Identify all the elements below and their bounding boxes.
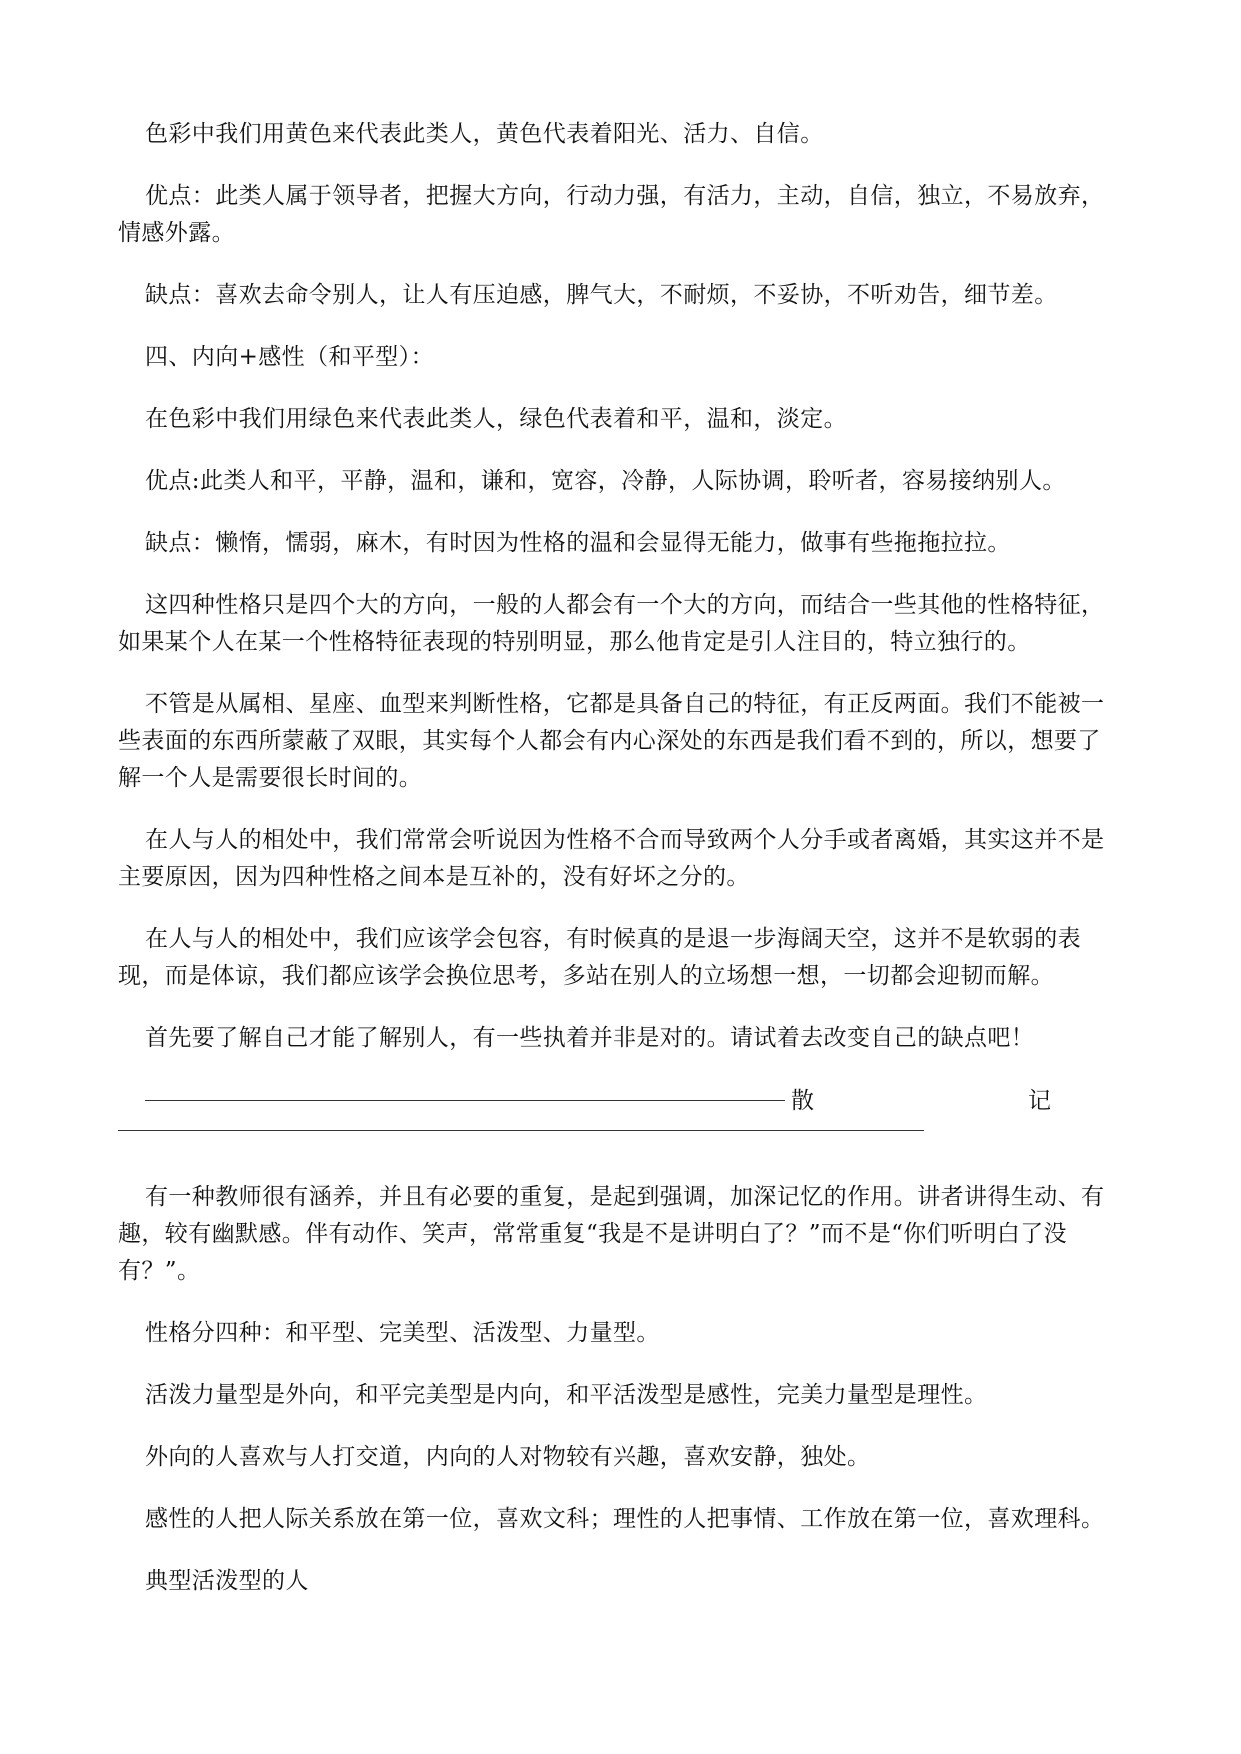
divider-word-san: 散 xyxy=(791,1088,814,1114)
paragraph-lively-type-heading: 典型活泼型的人 xyxy=(145,1568,309,1594)
paragraph-green-weaknesses: 缺点：懒惰，懦弱，麻木，有时因为性格的温和会显得无能力，做事有些拖拖拉拉。 xyxy=(145,530,1011,556)
divider-rule-upper xyxy=(145,1100,785,1101)
paragraph-green-intro: 在色彩中我们用绿色来代表此类人，绿色代表着和平，温和，淡定。 xyxy=(145,406,847,432)
paragraph-tolerance: 在人与人的相处中，我们应该学会包容，有时候真的是退一步海阔天空，这并不是软弱的表现，而是体谅，我们都应该学会换位思考，多站在别人的立场想一想，一切都会迎韧而解。 xyxy=(118,926,1081,989)
divider-rule-lower xyxy=(118,1130,924,1131)
paragraph-teacher: 有一种教师很有涵养，并且有必要的重复，是起到强调，加深记忆的作用。讲者讲得生动、有趣，较有幽默感。伴有动作、笑声，常常重复“我是不是讲明白了？”而不是“你们听明白了没有？”。 xyxy=(118,1184,1105,1284)
section-heading-peaceful: 四、内向+感性（和平型）： xyxy=(145,344,434,370)
paragraph-relationships: 在人与人的相处中，我们常常会听说因为性格不合而导致两个人分手或者离婚，其实这并不是主要原因，因为四种性格之间本是互补的，没有好坏之分的。 xyxy=(118,827,1105,890)
paragraph-yellow-intro: 色彩中我们用黄色来代表此类人，黄色代表着阳光、活力、自信。 xyxy=(145,121,824,147)
paragraph-emotional-rational: 感性的人把人际关系放在第一位，喜欢文科；理性的人把事情、工作放在第一位，喜欢理科。 xyxy=(145,1506,1105,1532)
paragraph-four-types: 这四种性格只是四个大的方向，一般的人都会有一个大的方向，而结合一些其他的性格特征，如果某个人在某一个性格特征表现的特别明显，那么他肯定是引人注目的，特立独行的。 xyxy=(118,592,1105,655)
section-divider xyxy=(118,1082,1124,1156)
divider-word-ji: 记 xyxy=(1028,1088,1051,1114)
paragraph-judging-personality: 不管是从属相、星座、血型来判断性格，它都是具备自己的特征，有正反两面。我们不能被一些表面的东西所蒙蔽了双眼，其实每个人都会有内心深处的东西是我们看不到的，所以，想要了解一个人是需要很长时间的。 xyxy=(118,691,1105,791)
paragraph-four-kinds: 性格分四种：和平型、完美型、活泼型、力量型。 xyxy=(145,1320,660,1346)
paragraph-yellow-strengths: 优点：此类人属于领导者，把握大方向，行动力强，有活力，主动，自信，独立，不易放弃，情感外露。 xyxy=(118,183,1105,246)
document-body xyxy=(118,116,1124,1625)
paragraph-extrovert-description: 外向的人喜欢与人打交道，内向的人对物较有兴趣，喜欢安静，独处。 xyxy=(145,1444,871,1470)
paragraph-extrovert-introvert: 活泼力量型是外向，和平完美型是内向，和平活泼型是感性，完美力量型是理性。 xyxy=(145,1382,988,1408)
paragraph-green-strengths: 优点:此类人和平，平静，温和，谦和，宽容，冷静，人际协调，聆听者，容易接纳别人。 xyxy=(145,468,1066,494)
paragraph-yellow-weaknesses: 缺点：喜欢去命令别人，让人有压迫感，脾气大，不耐烦，不妥协，不听劝告，细节差。 xyxy=(145,282,1058,308)
paragraph-conclusion: 首先要了解自己才能了解别人，有一些执着并非是对的。请试着去改变自己的缺点吧！ xyxy=(145,1025,1035,1051)
